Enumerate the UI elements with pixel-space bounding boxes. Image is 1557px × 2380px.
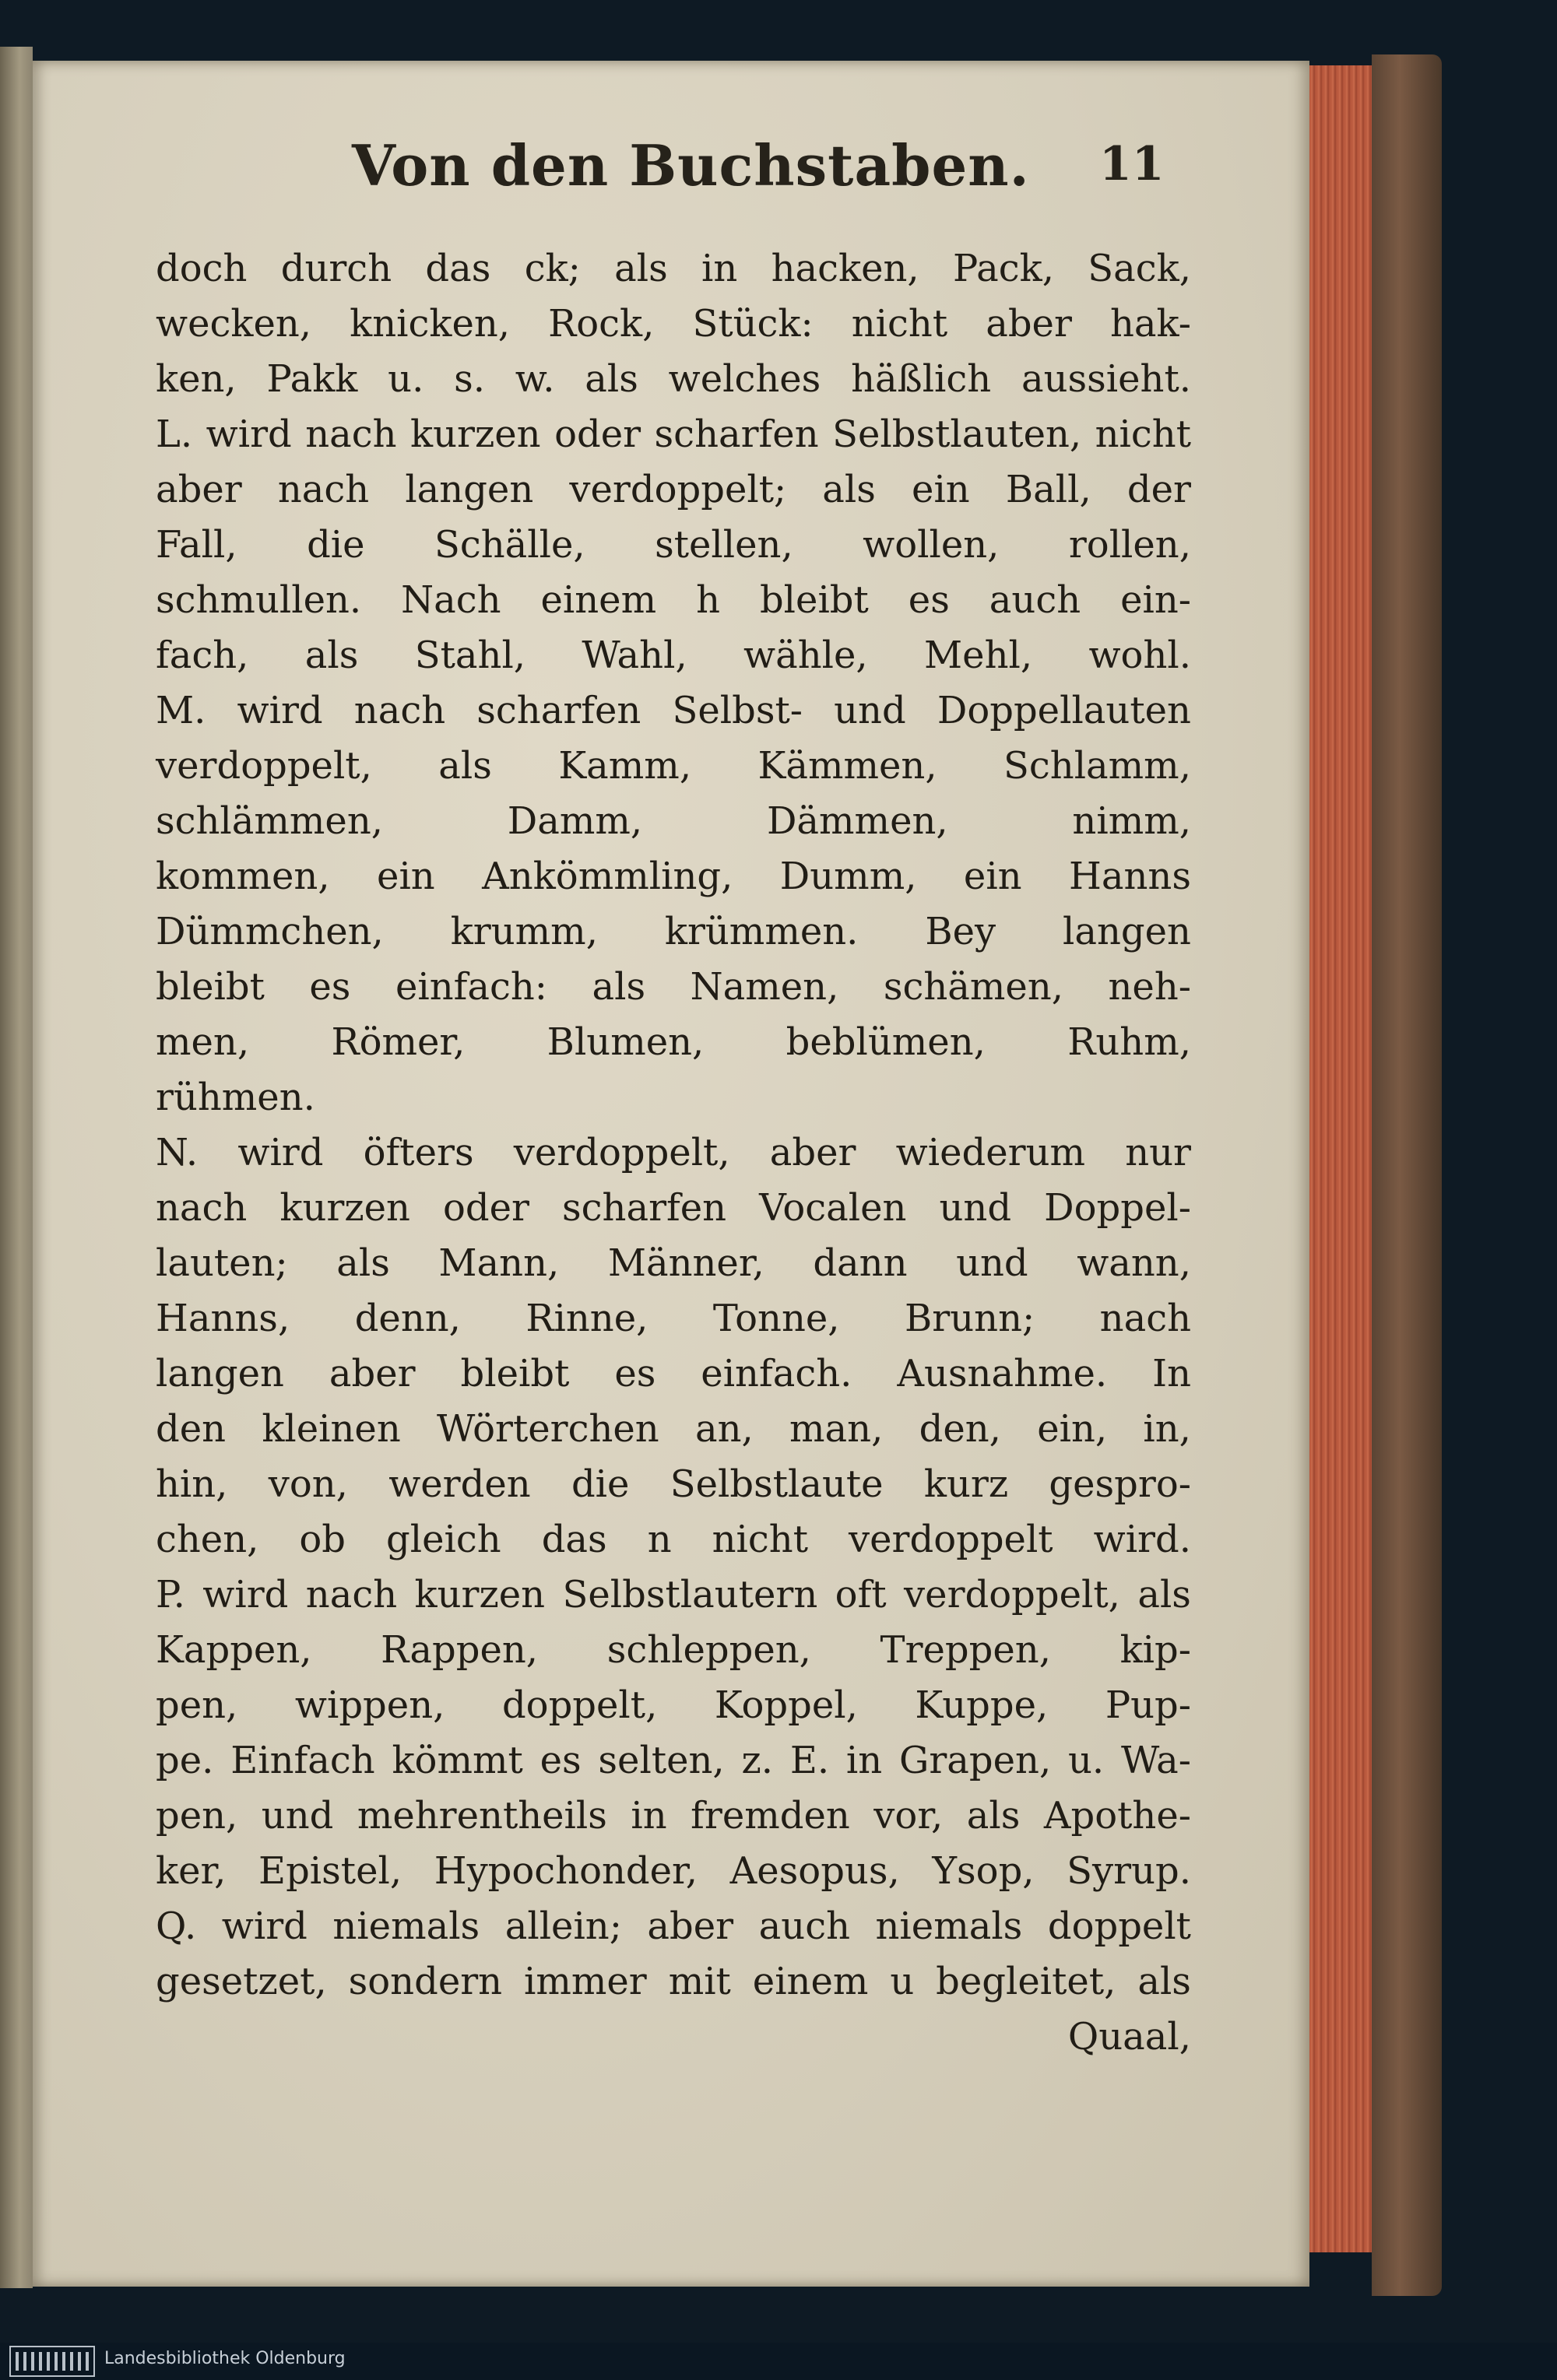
text-line: rühmen. bbox=[156, 1076, 315, 1119]
text-line: bleibt es einfach: als Namen, schämen, neh- bbox=[156, 965, 1191, 1009]
text-line: ker, Epistel, Hypochonder, Aesopus, Ysop, Syrup. bbox=[156, 1849, 1191, 1893]
body-text bbox=[156, 241, 1191, 2065]
book-cover bbox=[1372, 54, 1442, 2296]
text-line: P. wird nach kurzen Selbstlautern oft verdoppelt, als bbox=[156, 1573, 1191, 1617]
text-line: chen, ob gleich das n nicht verdoppelt wird. bbox=[156, 1518, 1191, 1561]
text-line: pen, wippen, doppelt, Koppel, Kuppe, Pup- bbox=[156, 1683, 1191, 1727]
text-line: Fall, die Schälle, stellen, wollen, rollen, bbox=[156, 523, 1191, 567]
text-line: fach, als Stahl, Wahl, wähle, Mehl, wohl. bbox=[156, 634, 1191, 677]
text-line: Kappen, Rappen, schleppen, Treppen, kip- bbox=[156, 1628, 1191, 1672]
text-line: hin, von, werden die Selbstlaute kurz gespro- bbox=[156, 1462, 1191, 1506]
text-line: lauten; als Mann, Männer, dann und wann, bbox=[156, 1241, 1191, 1285]
text-line: Hanns, denn, Rinne, Tonne, Brunn; nach bbox=[156, 1297, 1191, 1340]
text-line: kommen, ein Ankömmling, Dumm, ein Hanns bbox=[156, 855, 1191, 898]
text-line: L. wird nach kurzen oder scharfen Selbstlauten, nicht bbox=[156, 412, 1191, 456]
text-line: Dümmchen, krumm, krümmen. Bey langen bbox=[156, 910, 1191, 953]
text-line: verdoppelt, als Kamm, Kämmen, Schlamm, bbox=[156, 744, 1191, 788]
text-line: wecken, knicken, Rock, Stück: nicht aber hak- bbox=[156, 302, 1191, 346]
text-line: den kleinen Wörterchen an, man, den, ein, in, bbox=[156, 1407, 1191, 1451]
facing-page-edge bbox=[0, 47, 33, 2288]
text-line: N. wird öfters verdoppelt, aber wiederum nur bbox=[156, 1131, 1191, 1174]
page-header bbox=[33, 132, 1169, 233]
text-line: men, Römer, Blumen, beblümen, Ruhm, bbox=[156, 1020, 1191, 1064]
page-number: 11 bbox=[1099, 137, 1165, 191]
text-line: M. wird nach scharfen Selbst- und Doppellauten bbox=[156, 689, 1191, 732]
library-name: Landesbibliothek Oldenburg bbox=[104, 2349, 346, 2368]
text-line: Q. wird niemals allein; aber auch niemals doppelt bbox=[156, 1904, 1191, 1948]
text-line: gesetzet, sondern immer mit einem u begleitet, als bbox=[156, 1960, 1191, 2003]
text-line: pe. Einfach kömmt es selten, z. E. in Grapen, u. Wa- bbox=[156, 1739, 1191, 1782]
text-line: ken, Pakk u. s. w. als welches häßlich aussieht. bbox=[156, 357, 1191, 401]
running-head: Von den Buchstaben. bbox=[352, 132, 1030, 198]
text-line: nach kurzen oder scharfen Vocalen und Doppel- bbox=[156, 1186, 1191, 1230]
text-line: langen aber bleibt es einfach. Ausnahme. In bbox=[156, 1352, 1191, 1395]
text-line: schmullen. Nach einem h bleibt es auch ein- bbox=[156, 578, 1191, 622]
library-logo-icon bbox=[9, 2346, 95, 2377]
text-line: pen, und mehrentheils in fremden vor, als Apothe- bbox=[156, 1794, 1191, 1838]
page-edges-red bbox=[1309, 65, 1372, 2252]
text-line: aber nach langen verdoppelt; als ein Ball, der bbox=[156, 468, 1191, 511]
text-line: doch durch das ck; als in hacken, Pack, Sack, bbox=[156, 247, 1191, 290]
catchword: Quaal, bbox=[1067, 2015, 1191, 2059]
text-line: schlämmen, Damm, Dämmen, nimm, bbox=[156, 799, 1191, 843]
